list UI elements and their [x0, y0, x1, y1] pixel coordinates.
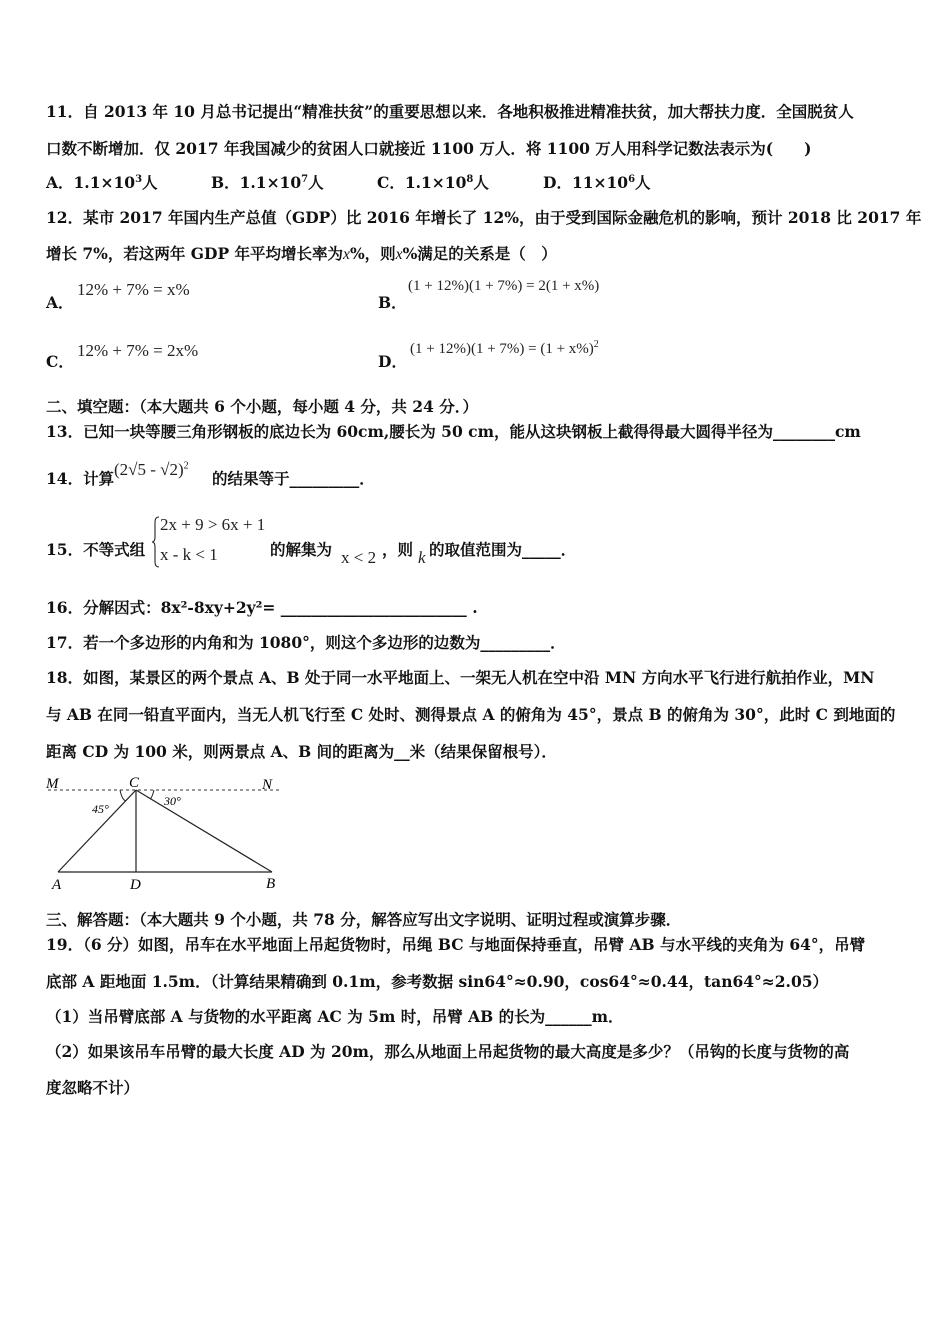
q12-option-c-label: C．	[46, 352, 74, 371]
q11-option-d: D．$11\times 10^6$人	[543, 173, 651, 192]
label-n: N	[262, 777, 273, 793]
segment-cb	[136, 790, 272, 872]
q14-prefix: 14．计算	[46, 469, 115, 488]
q12-option-a-formula: 12% + 7% = x%	[77, 280, 190, 299]
q15-suffix: 的取值范围为_____．	[429, 540, 577, 559]
q12-option-b-formula: (1 + 12%)(1 + 7%) = 2(1 + x%)	[408, 278, 600, 294]
q15-inequality-2: x - k < 1	[160, 545, 218, 564]
q19-part1: （1）当吊臂底部 A 与货物的水平距离 AC 为 5m 时，吊臂 AB 的长为______m．	[46, 1007, 624, 1026]
q14-expression: (2√5 - √2)$^2$	[114, 460, 189, 479]
q18-line2: 与 AB 在同一铅直平面内，当无人机飞行至 C 处时、测得景点 A 的俯角为 45°，景点 B 的俯角为 30°，此时 C 到地面的	[46, 705, 896, 724]
label-b: B	[266, 876, 276, 892]
q12-option-d-label: D．	[378, 352, 407, 371]
q18-line1: 18．如图，某景区的两个景点 A、B 处于同一水平地面上、一架无人机在空中沿 MN 方向水平飞行进行航拍作业，MN	[46, 668, 875, 687]
q19-part2-line2: 度忽略不计）	[46, 1078, 140, 1097]
q15-var-k: k	[418, 548, 426, 567]
q19-line1: 19．（6 分）如图，吊车在水平地面上吊起货物时，吊绳 BC 与地面保持垂直，吊臂 AB 与水平线的夹角为 64°，吊臂	[46, 935, 866, 954]
q12-option-a-label: A．	[46, 293, 74, 312]
q11-option-a: A．$1.1\times 10^3$人	[46, 173, 158, 192]
q15-inequality-1: 2x + 9 > 6x + 1	[160, 515, 266, 534]
q12-line2: 增长 7%，若这两年 GDP 年平均增长率为x%，则x%满足的关系是（ ）	[46, 244, 557, 263]
q15-middle: 的解集为	[270, 540, 333, 559]
q12-option-b-label: B．	[378, 293, 407, 312]
q11-option-b: B．$1.1\times 10^7$人	[211, 173, 324, 192]
q11-line1: 11．自 2013 年 10 月总书记提出“精准扶贫”的重要思想以来．各地积极推进精准扶贫，加大帮扶力度．全国脱贫人	[46, 102, 854, 121]
label-m: M	[46, 776, 59, 792]
q19-line2: 底部 A 距地面 1.5m．（计算结果精确到 0.1m，参考数据 sin64°≈0.90，cos64°≈0.44，tan64°≈2.05）	[46, 972, 829, 991]
q14-suffix: 的结果等于_________．	[212, 469, 375, 488]
q18-line3: 距离 CD 为 100 米，则两景点 A、B 间的距离为__米（结果保留根号）．	[46, 742, 557, 761]
label-a: A	[52, 877, 62, 893]
section-3-heading: 三、解答题：（本大题共 9 个小题，共 78 分，解答应写出文字说明、证明过程或演算步骤．	[46, 910, 682, 929]
angle-arc-a	[120, 790, 126, 801]
q17-text: 17．若一个多边形的内角和为 1080°，则这个多边形的边数为_________．	[46, 633, 566, 652]
label-c: C	[129, 775, 140, 791]
q13-text: 13．已知一块等腰三角形钢板的底边长为 60cm,腰长为 50 cm，能从这块钢板上截得得最大圆得半径为________cm	[46, 422, 861, 441]
q15-prefix: 15．不等式组	[46, 540, 146, 559]
q11-line2: 口数不断增加．仅 2017 年我国减少的贫困人口就接近 1100 万人．将 1100 万人用科学记数法表示为( )	[46, 139, 812, 158]
q15-solution: x < 2	[341, 548, 377, 567]
q12-line1: 12．某市 2017 年国内生产总值（GDP）比 2016 年增长了 12%，由于受到国际金融危机的影响，预计 2018 比 2017 年	[46, 208, 922, 227]
q16-text: 16．分解因式：8x²-8xy+2y²= ________________________ .	[46, 598, 478, 617]
q12-option-c-formula: 12% + 7% = 2x%	[77, 341, 199, 360]
label-d: D	[130, 877, 141, 893]
angle-label-30: 30°	[164, 794, 181, 808]
q19-part2-line1: （2）如果该吊车吊臂的最大长度 AD 为 20m，那么从地面上吊起货物的最大高度是多少？（吊钩的长度与货物的高	[46, 1042, 850, 1061]
q12-option-d-formula: $(1 + 12\%)(1 + 7\%) = (1 + x\%)^2$	[410, 339, 599, 357]
angle-label-45: 45°	[92, 802, 109, 816]
q11-option-c: C．$1.1\times 10^8$人	[377, 173, 489, 192]
q18-figure	[40, 772, 290, 897]
system-brace-icon	[152, 516, 160, 568]
section-2-heading: 二、填空题：（本大题共 6 个小题，每小题 4 分，共 24 分．）	[46, 397, 479, 416]
angle-arc-b	[150, 790, 154, 799]
q15-then: ，则	[382, 540, 414, 559]
